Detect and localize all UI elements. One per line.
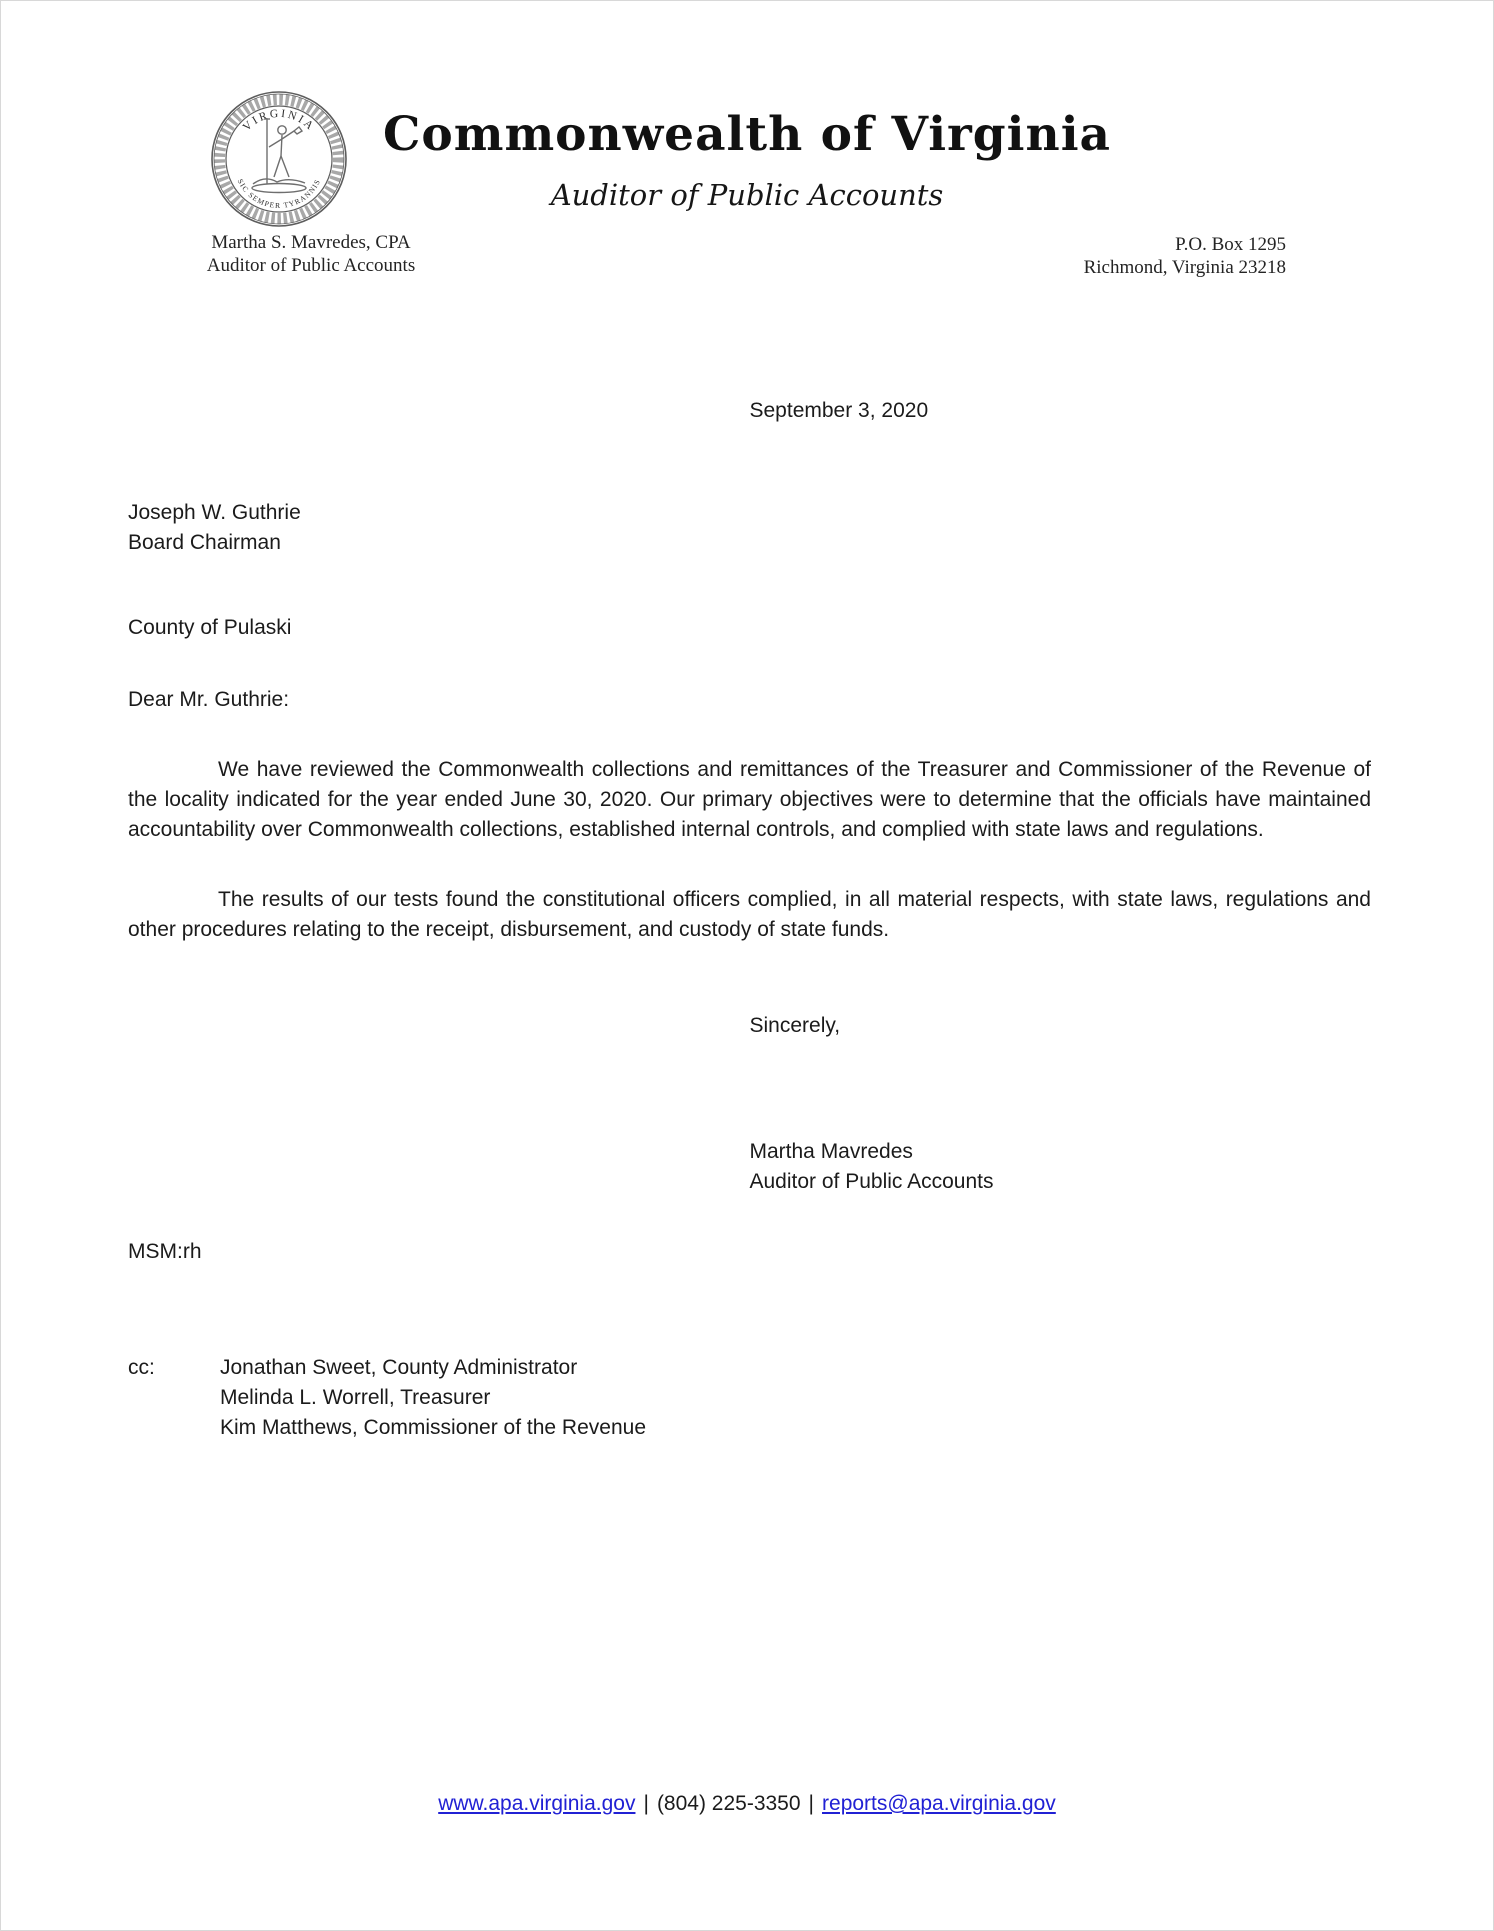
cc-label: cc: <box>128 1356 155 1379</box>
seal-top-text: VIRGINIA <box>240 107 318 134</box>
recipient-title: Board Chairman <box>128 531 281 554</box>
cc-name: Jonathan Sweet, County Administrator <box>220 1356 578 1379</box>
address-line2: Richmond, Virginia 23218 <box>1083 257 1286 278</box>
cc-name: Kim Matthews, Commissioner of the Revenue <box>220 1416 646 1439</box>
letterhead-titles <box>1 109 1493 211</box>
address-block <box>1084 233 1286 279</box>
signer-title: Auditor of Public Accounts <box>749 1170 994 1193</box>
signature-block <box>750 1137 1372 1197</box>
body-paragraph: We have reviewed the Commonwealth collections and remittances of the Treasurer and Commissioner of the Revenue of the locality indicated for the year ended June 30, 2020. Our primary objectives were to determine that the officials have maintained accountability over Commonwealth collections, established internal controls, and complied with state laws and regulations. <box>128 758 1371 841</box>
cc-name: Melinda L. Worrell, Treasurer <box>220 1386 491 1409</box>
seal-bottom-text: SIC SEMPER TYRANNIS <box>235 177 323 211</box>
page-footer <box>1 1789 1493 1819</box>
email-link[interactable]: reports@apa.virginia.gov <box>822 1792 1056 1815</box>
recipient-name: Joseph W. Guthrie <box>128 501 301 524</box>
officer-name: Martha S. Mavredes, CPA <box>211 232 411 253</box>
cc-block <box>128 1353 1371 1443</box>
letterhead-subtitle: Auditor of Public Accounts <box>550 178 944 212</box>
letterhead-title: Commonwealth of Virginia <box>382 107 1112 162</box>
reference-initials: MSM:rh <box>128 1240 202 1263</box>
footer-separator: | <box>643 1792 649 1815</box>
recipient-block <box>128 498 1371 558</box>
signer-name: Martha Mavredes <box>749 1140 913 1163</box>
body-paragraph: The results of our tests found the constitutional officers complied, in all material respects, with state laws, regulations and other procedures relating to the receipt, disbursement, and custody of state funds. <box>128 888 1371 941</box>
locality-line: County of Pulaski <box>128 616 292 639</box>
closing-line: Sincerely, <box>749 1014 841 1037</box>
footer-separator: | <box>808 1792 815 1815</box>
date-line: September 3, 2020 <box>749 399 929 422</box>
letter-body <box>1 396 1493 1443</box>
salutation: Dear Mr. Guthrie: <box>128 688 290 711</box>
letterhead <box>1 1 1493 301</box>
officer-block <box>161 231 461 277</box>
officer-title: Auditor of Public Accounts <box>206 255 416 276</box>
footer-phone: (804) 225-3350 <box>656 1792 801 1815</box>
address-line1: P.O. Box 1295 <box>1175 234 1286 255</box>
website-link[interactable]: www.apa.virginia.gov <box>438 1792 636 1815</box>
